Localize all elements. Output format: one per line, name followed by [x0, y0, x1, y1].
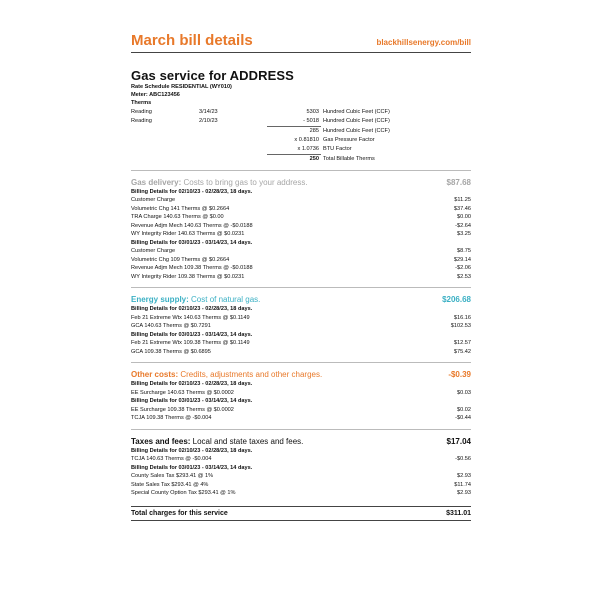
calc-value: 250 — [309, 155, 319, 162]
billing-period: Billing Details for 03/01/23 - 03/14/23, 14 days. — [131, 331, 253, 338]
line-item — [131, 264, 471, 273]
line-item — [131, 489, 471, 498]
line-item-amount: $29.14 — [453, 256, 471, 263]
total-amount: $311.01 — [446, 509, 471, 517]
billing-period: Billing Details for 02/10/23 - 02/28/23, 18 days. — [131, 381, 253, 388]
page-title: March bill details — [131, 32, 253, 49]
rate-schedule: Rate Schedule RESIDENTIAL (WY010) — [131, 84, 232, 90]
website-link[interactable]: blackhillsenergy.com/bill — [376, 38, 471, 47]
line-item — [131, 322, 471, 331]
line-item-label: Volumetric Chg 141 Therms @ $0.2664 — [131, 205, 230, 212]
total-label: Total charges for this service — [131, 509, 228, 517]
line-item — [131, 339, 471, 348]
billing-period: Billing Details for 03/01/23 - 03/14/23, 14 days. — [131, 464, 253, 471]
section-divider — [131, 170, 471, 171]
line-item-label: Revenue Adjm Mech 109.38 Therms @ -$0.0188 — [131, 265, 253, 272]
calc-unit: Total Billable Therms — [323, 155, 375, 162]
line-item-amount: $0.00 — [457, 214, 471, 221]
line-item-amount: $0.03 — [457, 389, 471, 396]
page-header — [131, 32, 471, 53]
line-item-label: Customer Charge — [131, 248, 176, 255]
line-item-label: Special County Option Tax $293.41 @ 1% — [131, 490, 236, 497]
line-item-amount: $2.93 — [457, 490, 471, 497]
line-item-label: Feb 21 Extreme Wtx 140.63 Therms @ $0.1149 — [131, 314, 250, 321]
line-item-amount: $2.93 — [457, 473, 471, 480]
meter-readings — [131, 108, 471, 170]
section-amount: $17.04 — [446, 436, 471, 446]
section-heading: Energy supply: — [131, 295, 189, 305]
reading-label: Reading — [131, 108, 152, 115]
line-item-amount: $8.75 — [457, 248, 471, 255]
gas-delivery-header — [131, 177, 471, 188]
section-description: Cost of natural gas. — [188, 295, 261, 305]
line-item — [131, 256, 471, 265]
line-item — [131, 481, 471, 490]
section-heading: Gas delivery: — [131, 177, 182, 187]
line-item — [131, 389, 471, 398]
line-item-amount: -$2.64 — [455, 222, 471, 229]
billing-period: Billing Details for 03/01/23 - 03/14/23, 14 days. — [131, 239, 253, 246]
reading-date: 2/10/23 — [199, 117, 218, 124]
section-heading: Other costs: — [131, 370, 179, 380]
reading-value: - 5018 — [303, 117, 319, 124]
therms-label: Therms — [131, 100, 152, 107]
line-item-amount: $12.57 — [453, 340, 471, 347]
reading-value: 5303 — [306, 108, 319, 115]
taxes-fees-header — [131, 436, 471, 447]
other-costs-header — [131, 369, 471, 380]
line-item-amount: $37.46 — [453, 205, 471, 212]
line-item-amount: -$2.06 — [455, 265, 471, 272]
line-item-label: WY Integrity Rider 109.38 Therms @ $0.0231 — [131, 273, 245, 280]
line-item-label: County Sales Tax $293.41 @ 1% — [131, 473, 214, 480]
billing-period: Billing Details for 02/10/23 - 02/28/23, 18 days. — [131, 447, 253, 454]
bill-details-page — [131, 32, 471, 521]
line-item — [131, 273, 471, 282]
calc-value: 285 — [309, 127, 319, 134]
line-item — [131, 348, 471, 357]
section-divider — [131, 429, 471, 430]
line-item — [131, 314, 471, 323]
section-heading: Taxes and fees: — [131, 436, 191, 446]
line-item — [131, 230, 471, 239]
line-item — [131, 455, 471, 464]
reading-unit: Hundred Cubic Feet (CCF) — [323, 117, 390, 124]
line-item-label: GCA 140.63 Therms @ $0.7291 — [131, 323, 211, 330]
line-item-amount: $11.25 — [454, 197, 471, 204]
line-item — [131, 406, 471, 415]
line-item-label: State Sales Tax $293.41 @ 4% — [131, 481, 209, 488]
line-item-label: Feb 21 Extreme Wtx 109.38 Therms @ $0.1149 — [131, 340, 250, 347]
line-item-label: WY Integrity Rider 140.63 Therms @ $0.0231 — [131, 231, 245, 238]
line-item-amount: $2.53 — [457, 273, 471, 280]
calc-unit: BTU Factor — [323, 145, 352, 152]
line-item-amount: $102.53 — [450, 323, 471, 330]
calc-value: x 1.0736 — [297, 145, 319, 152]
line-item-amount: -$0.56 — [455, 456, 471, 463]
line-item-label: Customer Charge — [131, 197, 176, 204]
calc-unit: Hundred Cubic Feet (CCF) — [323, 127, 390, 134]
line-item-label: GCA 109.38 Therms @ $0.6895 — [131, 348, 211, 355]
section-description: Local and state taxes and fees. — [190, 436, 304, 446]
calc-value: x 0.81810 — [294, 136, 319, 143]
meter-number: Meter: ABC123456 — [131, 92, 180, 99]
line-item-label: EE Surcharge 140.63 Therms @ $0.0002 — [131, 389, 234, 396]
line-item-label: Volumetric Chg 109 Therms @ $0.2664 — [131, 256, 230, 263]
energy-supply-header — [131, 294, 471, 305]
line-item-label: TCJA 109.38 Therms @ -$0.004 — [131, 415, 212, 422]
line-item — [131, 213, 471, 222]
reading-unit: Hundred Cubic Feet (CCF) — [323, 108, 390, 115]
line-item-label: Revenue Adjm Mech 140.63 Therms @ -$0.0188 — [131, 222, 253, 229]
section-amount: $206.68 — [442, 295, 471, 305]
reading-date: 3/14/23 — [199, 108, 218, 115]
line-item-label: TRA Charge 140.63 Therms @ $0.00 — [131, 214, 224, 221]
line-item-label: TCJA 140.63 Therms @ -$0.004 — [131, 456, 212, 463]
billing-period: Billing Details for 02/10/23 - 02/28/23, 18 days. — [131, 306, 253, 313]
section-divider — [131, 362, 471, 363]
line-item-amount: -$0.44 — [455, 415, 471, 422]
section-description: Credits, adjustments and other charges. — [178, 370, 323, 380]
line-item — [131, 205, 471, 214]
line-item — [131, 196, 471, 205]
section-amount: $87.68 — [446, 177, 471, 187]
line-item-amount: $11.74 — [454, 481, 471, 488]
line-item — [131, 472, 471, 481]
line-item-amount: $16.16 — [453, 314, 471, 321]
section-amount: -$0.39 — [448, 370, 471, 380]
line-item-label: EE Surcharge 109.38 Therms @ $0.0002 — [131, 406, 234, 413]
line-item-amount: $0.02 — [457, 406, 471, 413]
section-divider — [131, 287, 471, 288]
line-item — [131, 247, 471, 256]
billing-period: Billing Details for 02/10/23 - 02/28/23, 18 days. — [131, 188, 253, 195]
line-item-amount: $3.25 — [457, 231, 471, 238]
section-description: Costs to bring gas to your address. — [181, 177, 308, 187]
line-item — [131, 414, 471, 423]
reading-label: Reading — [131, 117, 152, 124]
total-charges — [131, 506, 471, 521]
line-item — [131, 222, 471, 231]
billing-period: Billing Details for 03/01/23 - 03/14/23, 14 days. — [131, 398, 253, 405]
calc-unit: Gas Pressure Factor — [323, 136, 375, 143]
service-title: Gas service for ADDRESS — [131, 68, 294, 83]
line-item-amount: $75.42 — [453, 348, 471, 355]
